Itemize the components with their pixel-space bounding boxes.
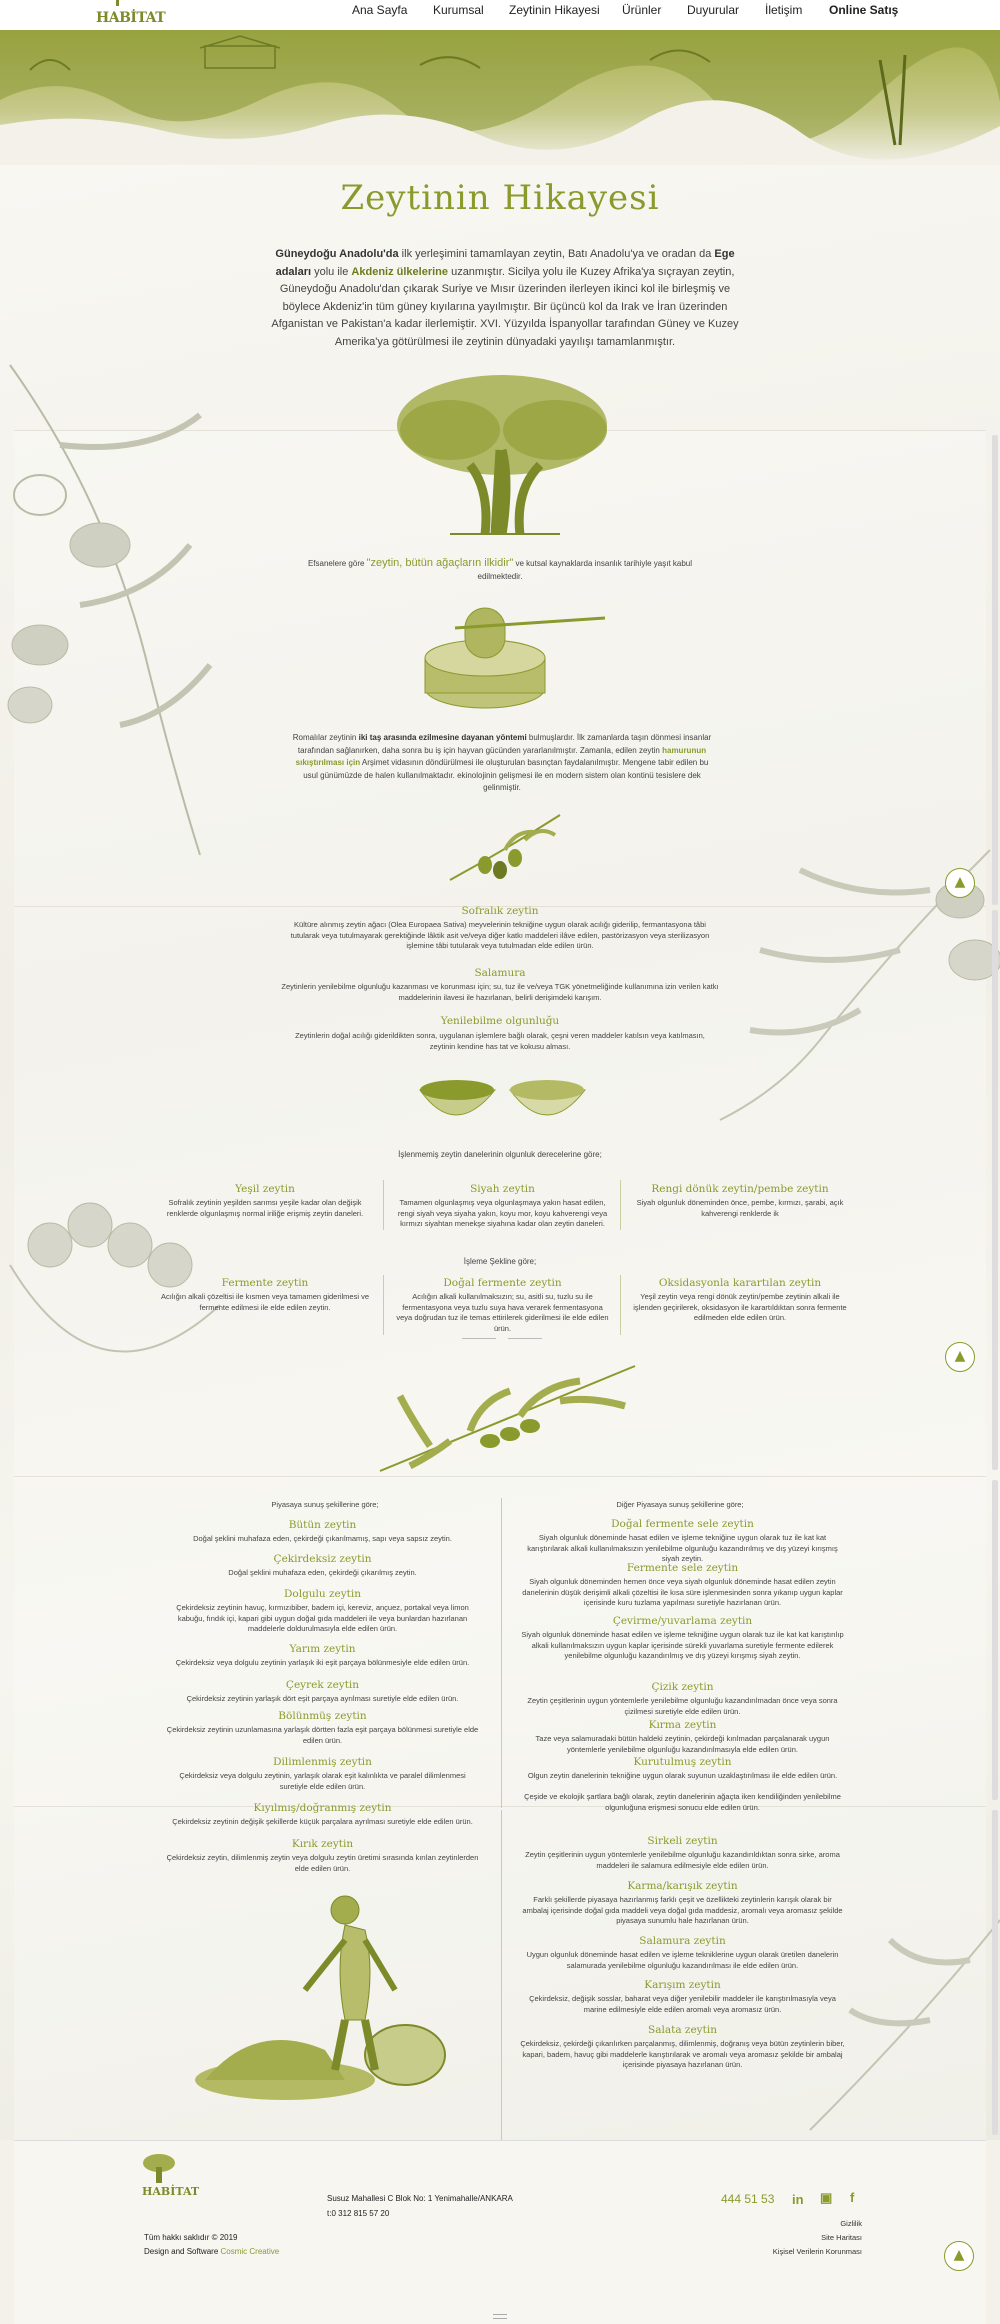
olive-branch-large-illustration xyxy=(370,1346,640,1476)
market_right-item-text: Siyah olgunluk döneminde hasat edilen ve işleme tekniğine uygun olarak tuz ile kat kat karıştırılıp alkali kullanılmaksızın uygun kaplar içerisinde sürekli yuvarlama suretiyle fermente edilerek yenilebilme olgunluğu kazandırılmış ve dış yüzeyi kırışmış siyah zeytin. xyxy=(521,1630,844,1660)
column-divider xyxy=(383,1180,384,1230)
olive-harvester-illustration xyxy=(195,1880,455,2105)
market_right-item-text: Çekirdeksiz, çekirdeği çıkarılırken parçalanmış, dilimlenmiş, doğranış veya bütün zeytinlerin biber, kapari, badem, havuç gibi maddelerle karıştırılarak ve aromalı veya aromasız şekilde bir ambalaj içerisinde piyasaya hazırlanan ürün. xyxy=(520,2039,845,2069)
side-scrollbar-1[interactable] xyxy=(992,435,998,905)
left-olive-branch-illustration xyxy=(0,345,220,865)
footer-link-kvkk[interactable]: Kişisel Verilerin Korunması xyxy=(772,2247,862,2256)
footer-design-link[interactable]: Cosmic Creative xyxy=(220,2247,280,2256)
intro-paragraph xyxy=(260,246,750,351)
type-text-salamura: Zeytinlerin yenilebilme olgunluğu kazanması ve korunması için; su, tuz ile ve/veya TGK yönetmeliğinde kullanımına izin verilen katkı maddelerinin ilavesi ile hazırlanan, belirli derişimdeki karışım. xyxy=(281,982,719,1002)
footer-design-credit xyxy=(144,2247,279,2256)
maturity-title-black: Siyah zeytin xyxy=(470,1183,535,1195)
maturity-title-green: Yeşil zeytin xyxy=(235,1183,295,1195)
market_right-item-text: Uygun olgunluk döneminde hasat edilen ve işleme tekniklerine uygun olarak üretilen danelerin salamurada yenilebilme olgunluğu kazandırılması ile elde edilen ürün. xyxy=(526,1950,839,1970)
intro-bold-1: Güneydoğu Anadolu'da xyxy=(275,248,399,260)
logo-text[interactable]: HABİTAT xyxy=(96,10,166,26)
market_right-item-text: Çekirdeksiz, değişik sosslar, baharat veya diğer yenilebilir maddeler ile karıştırılmasıyla veya marine edilmesiyle elde edilen aromalı veya aromasız ürün. xyxy=(529,1994,836,2014)
nav-online-sales[interactable]: Online Satış xyxy=(829,3,899,17)
market_left-item-title: Çekirdeksiz zeytin xyxy=(273,1553,372,1565)
market_left-item-text: Çekirdeksiz veya dolgulu zeytinin, yarlaşık olarak eşit kalınlıkta ve paralel dilimlenmesi suretiyle elde edilen ürün. xyxy=(179,1771,466,1791)
market_left-item-text: Çekirdeksiz zeytinin uzunlamasına yarlaşık dörtten fazla eşit parçaya bölünmesi suretiyle elde edilen ürün. xyxy=(166,1725,479,1745)
romans-bold-1: iki taş arasında ezilmesine dayanan yöntemi xyxy=(358,733,527,742)
footer-phone[interactable]: t:0 312 815 57 20 xyxy=(327,2209,390,2218)
arrow-up-icon: ▲ xyxy=(954,1348,966,1364)
footer-link-privacy[interactable]: Gizlilik xyxy=(840,2219,862,2228)
market_right-item-title: Doğal fermente sele zeytin xyxy=(611,1518,754,1530)
market_right-item-title: Salata zeytin xyxy=(648,2024,717,2036)
legend-text-a: Efsanelere göre xyxy=(307,559,367,568)
maturity-text-black: Tamamen olgunlaşmış veya olgunlaşmaya yakın hasat edilen, rengi siyah veya siyaha yakın, koyu mor, koyu kahverengi veya kırmızı siyahtan menekşe siyahına kadar olan zeytin daneleri. xyxy=(397,1198,608,1228)
market_left-item-text: Çekirdeksiz zeytinin havuç, kırmızıbiber, badem içi, kereviz, ançuez, portakal veya limon kabuğu, fındık içi, kapari gibi uygun doğal gıda maddeleri ile veya bunlardan hazırlanan maddelerle doldurulmasıyla elde edilen ürün. xyxy=(176,1603,469,1633)
column-divider xyxy=(620,1275,621,1335)
market_right-item-text: Çeşide ve ekolojik şartlara bağlı olarak, zeytin danelerinin ağaçta iken kendiliğinden yenilebilme olgunluğuna erişmesi sonucu elde edilen ürün. xyxy=(524,1792,841,1812)
market_right-item-title: Karışım zeytin xyxy=(644,1979,721,1991)
maturity-text-green: Sofralık zeytinin yeşilden sarımsı yeşile kadar olan değişik renklerde olgunlaşmış normal iriliğe erişmiş zeytin daneleri. xyxy=(166,1198,364,1218)
romans-text-a: Romalılar zeytinin xyxy=(292,733,359,742)
process-title-fermented: Fermente zeytin xyxy=(221,1277,309,1289)
market_right-item-title: Salamura zeytin xyxy=(639,1935,726,1947)
type-title-sofralik: Sofralık zeytin xyxy=(461,905,539,917)
center-divider xyxy=(501,1498,502,1808)
romans-text-c: Arşimet vidasının döndürülmesi ile oluşturulan basınçtan faydalanılmıştır. Mengene tabir edilen bu usul günümüzde de halen kullanılmaktadır. ekinolojinin gelişmesi ile en modern sistem olan kontinü tesislere dek gelinmiştir. xyxy=(303,758,709,792)
market_left-item-title: Dilimlenmiş zeytin xyxy=(273,1756,372,1768)
instagram-icon[interactable]: ▣ xyxy=(820,2190,833,2205)
footer-link-sitemap[interactable]: Site Haritası xyxy=(821,2233,862,2242)
intro-text-1: ilk yerleşimini tamamlayan zeytin, Batı Anadolu'ya ve oradan da xyxy=(398,248,715,260)
nav-products[interactable]: Ürünler xyxy=(622,3,662,17)
nav-contact[interactable]: İletişim xyxy=(765,3,803,17)
top-header xyxy=(0,0,1000,32)
olive-branch-small-illustration xyxy=(445,810,565,890)
olive-tree-illustration xyxy=(390,370,615,535)
legend-text-b: ve kutsal kaynaklarda insanlık tarihiyle yaşıt kabul edilmektedir. xyxy=(477,559,693,581)
market_left-item-text: Çekirdeksiz zeytinin değişik şekillerde küçük parçalara ayrılması suretiyle elde edilen ürün. xyxy=(172,1817,473,1826)
facebook-icon[interactable]: f xyxy=(850,2190,855,2205)
market_left-item-text: Çekirdeksiz veya dolgulu zeytinin yarlaşık iki eşit parçaya bölünmesiyle elde edilen ürün. xyxy=(175,1658,470,1667)
market_right-item-text: Olgun zeytin danelerinin tekniğine uygun olarak suyunun uzaklaştırılması ile elde edilen ürün. xyxy=(527,1771,838,1780)
market_left-item-text: Doğal şeklini muhafaza eden, çekirdeği çıkarılmamış, sapı veya sapsız zeytin. xyxy=(193,1534,452,1543)
legend-paragraph xyxy=(300,557,700,583)
side-scrollbar-2[interactable] xyxy=(992,910,998,1470)
market-right-heading: Diğer Piyasaya sunuş şekillerine göre; xyxy=(616,1500,744,1509)
market_left-item-title: Bölünmüş zeytin xyxy=(278,1710,367,1722)
process-text-natural: Acılığın alkali kullanılmaksızın; su, asitli su, tuzlu su ile fermentasyona veya tuzlu suya hava verarek fermentasyona veya doğrudan tuz ile temas ettirilerek giderilmesi ile elde edilen ürün. xyxy=(396,1292,609,1333)
market_right-item-text: Siyah olgunluk döneminde hasat edilen ve işleme tekniğine uygun olarak tuz ile kat kat karıştırılarak alkali kullanılmaksızın yenilebilme olgunluğu kazandırılmış ve dış yüzeyi kırışmış siyah zeytin. xyxy=(527,1533,838,1563)
footer-call-center[interactable]: 444 51 53 xyxy=(721,2192,775,2206)
market_right-item-title: Fermente sele zeytin xyxy=(626,1562,739,1574)
nav-home[interactable]: Ana Sayfa xyxy=(352,3,408,17)
legend-quote: "zeytin, bütün ağaçların ilkidir" xyxy=(366,557,514,569)
intro-bold-2: Ege adaları xyxy=(275,248,735,278)
footer xyxy=(14,2140,986,2324)
market_left-item-title: Kırık zeytin xyxy=(291,1838,354,1850)
market_left-item-text: Doğal şeklini muhafaza eden, çekirdeği çıkarılmış zeytin. xyxy=(228,1568,417,1577)
center-divider xyxy=(501,1810,502,2140)
process-title-oxidized: Oksidasyonla karartılan zeytin xyxy=(658,1277,822,1289)
process-text-oxidized: Yeşil zeytin veya rengi dönük zeytin/pembe zeytinin alkali ile işlenden geçirilerek, oksidasyon ile karartıldıktan sonra fermente edilmeden elde edilen ürün. xyxy=(633,1292,847,1322)
market_left-item-text: Çekirdeksiz zeytin, dilimlenmiş zeytin veya dolgulu zeytin üretimi sırasında kırılan zeytinlerden elde edilen ürün. xyxy=(166,1853,479,1873)
market_right-item-text: Taze veya salamuradaki bütün haldeki zeytinin, çekirdeği kırılmadan parçalanarak uygun yöntemlerle yenilebilme olgunluğu kazandırılmasıyla elde edilen ürün. xyxy=(535,1734,830,1754)
market_right-item-title: Çizik zeytin xyxy=(651,1681,714,1693)
market-left-heading: Piyasaya sunuş şekillerine göre; xyxy=(271,1500,379,1509)
arrow-up-icon: ▲ xyxy=(953,2247,965,2263)
olive-bowls-illustration xyxy=(415,1070,590,1130)
intro-text-2: yolu ile xyxy=(311,265,352,278)
type-title-salamura: Salamura xyxy=(474,967,526,979)
side-scrollbar-3[interactable] xyxy=(992,1480,998,1800)
intro-text-3: uzanmıştır. Sicilya yolu ile Kuzey Afrika'ya sıçrayan zeytin, Güneydoğu Anadolu'dan çıkarak Suriye ve Mısır üzerinden ilerleyen ikinci kol ile birleşmiş ve böylece Akdeniz'in tüm güney kıyılarına yayılmıştır. Bir üçüncü kol da Irak ve İran üzerinden Afganistan ve Pakistan'a kadar ilerlemiştir. XVI. Yüzyılda İspanyollar tarafından Güney ve Kuzey Amerika'ya götürülmesi ile zeytinin dünyadaki yayılışı tamamlanmıştır. xyxy=(271,265,739,348)
market_right-item-title: Sirkeli zeytin xyxy=(647,1835,718,1847)
market_right-item-title: Kurutulmuş zeytin xyxy=(633,1756,732,1768)
hero-landscape-illustration xyxy=(0,30,1000,165)
maturity-heading: İşlenmemiş zeytin danelerinin olgunluk derecelerine göre; xyxy=(398,1150,602,1159)
market_left-item-title: Yarım zeytin xyxy=(289,1643,356,1655)
olive-mill-illustration xyxy=(395,598,605,716)
type-title-yenilebilme: Yenilebilme olgunluğu xyxy=(440,1015,560,1027)
romans-bold-2: hamurunun sıkıştırılması için xyxy=(295,745,707,767)
footer-logo-text[interactable]: HABİTAT xyxy=(142,2185,200,2198)
hero-banner xyxy=(0,30,1000,165)
process-title-natural: Doğal fermente zeytin xyxy=(443,1277,562,1289)
nav-olive-story[interactable]: Zeytinin Hikayesi xyxy=(509,3,600,17)
scroll-top-button[interactable] xyxy=(944,2241,974,2271)
market_right-item-text: Zeytin çeşitlerinin uygun yöntemlerle yenilebilme olgunluğu kazandırılmadan önce veya sonra çizilmesi suretiyle elde edilen ürün. xyxy=(527,1696,838,1716)
side-scrollbar-4[interactable] xyxy=(992,1810,998,2135)
maturity-text-pink: Siyah olgunluk döneminden önce, pembe, kırmızı, şarabi, açık kahverengi renklerde ik xyxy=(636,1198,844,1218)
nav-announcements[interactable]: Duyurular xyxy=(687,3,740,17)
footer-address: Susuz Mahallesi C Blok No: 1 Yenimahalle/ANKARA xyxy=(327,2194,513,2203)
market_left-item-title: Çeyrek zeytin xyxy=(285,1679,360,1691)
process-heading: İşleme Şekline göre; xyxy=(463,1257,537,1266)
scroll-top-button[interactable] xyxy=(945,1342,975,1372)
footer-logo-tree-icon[interactable] xyxy=(141,2153,177,2183)
romans-paragraph xyxy=(292,732,712,795)
market_right-item-text: Farklı şekillerde piyasaya hazırlanmış farklı çeşit ve özellikteki zeytinlerin karışık olarak bir ambalaj içerisinde doğal gıda maddeli veya doğal gıda maddesiz, aromalı veya aromasız şekilde piyasaya sunumlu hale hazırlanan ürün. xyxy=(522,1895,843,1925)
divider-dash xyxy=(462,1338,496,1339)
footer-design-text: Design and Software xyxy=(144,2247,221,2256)
maturity-title-pink: Rengi dönük zeytin/pembe zeytin xyxy=(651,1183,829,1195)
footer-copyright: Tüm hakkı saklıdır © 2019 xyxy=(144,2233,238,2242)
scroll-top-button[interactable] xyxy=(945,868,975,898)
nav-corporate[interactable]: Kurumsal xyxy=(433,3,484,17)
page-title: Zeytinin Hikayesi xyxy=(340,178,660,218)
market_right-item-text: Siyah olgunluk döneminden hemen önce veya siyah olgunluk döneminde hasat edilen zeytin danelerinin düşük derişimli alkali çözeltisi ile kısa süre işlenmesinden sonra yıkanıp uygun kaplar içerisinde kuru tuzlama yapılması suretiyle hazırlanan ürün. xyxy=(522,1577,843,1607)
process-text-fermented: Acılığın alkali çözeltisi ile kısmen veya tamamen giderilmesi ve fermente edilmesi ile elde edilen zeytin. xyxy=(161,1292,369,1312)
divider-dash xyxy=(508,1338,542,1339)
market_left-item-text: Çekirdeksiz zeytinin yarlaşık dört eşit parçaya ayrılması suretiyle elde edilen ürün. xyxy=(186,1694,459,1703)
type-text-yenilebilme: Zeytinlerin doğal acılığı giderildikten sonra, uygulanan işlemlere bağlı olarak, çeşni veren maddeler katılsın veya katılmasın, zeytinin kendine has tat ve kokusu alması. xyxy=(295,1031,705,1051)
market_left-item-title: Bütün zeytin xyxy=(288,1519,357,1531)
market_right-item-title: Karma/karışık zeytin xyxy=(627,1880,738,1892)
column-divider xyxy=(383,1275,384,1335)
intro-bold-3: Akdeniz ülkelerine xyxy=(351,265,449,278)
arrow-up-icon: ▲ xyxy=(954,874,966,890)
market_left-item-title: Kıyılmış/doğranmış zeytin xyxy=(253,1802,392,1814)
market_left-item-title: Dolgulu zeytin xyxy=(283,1588,362,1600)
resize-handle[interactable] xyxy=(493,2314,507,2319)
column-divider xyxy=(620,1180,621,1230)
market_right-item-title: Çevirme/yuvarlama zeytin xyxy=(612,1615,753,1627)
type-text-sofralik: Kültüre alınmış zeytin ağacı (Olea Europaea Sativa) meyvelerinin tekniğine uygun olarak acılığı giderilip, fermantasyona tâbi tutularak veya tutulmayarak gerektiğinde lâktik asit ve/veya diğer katkı maddeleri ilâve edilen, pastörizasyon veya sterilizasyon işlemine tâbi tutularak veya tutulmadan elde edilen ürün. xyxy=(290,920,710,950)
linkedin-icon[interactable]: in xyxy=(792,2192,804,2207)
market_right-item-text: Zeytin çeşitlerinin uygun yöntemlerle yenilebilme olgunluğu kazandırıldıktan sonra sirke, aroma maddeleri ile salamura edilmesiyle elde edilen ürün. xyxy=(525,1850,840,1870)
romans-text-b: bulmuşlardır. İlk zamanlarda taşın dönmesi insanlar tarafından sağlanırken, daha sonra bu iş için hayvan gücünden yararlanılmıştır. Zamanla, edilen zeytin xyxy=(297,733,712,755)
market_right-item-title: Kırma zeytin xyxy=(648,1719,717,1731)
